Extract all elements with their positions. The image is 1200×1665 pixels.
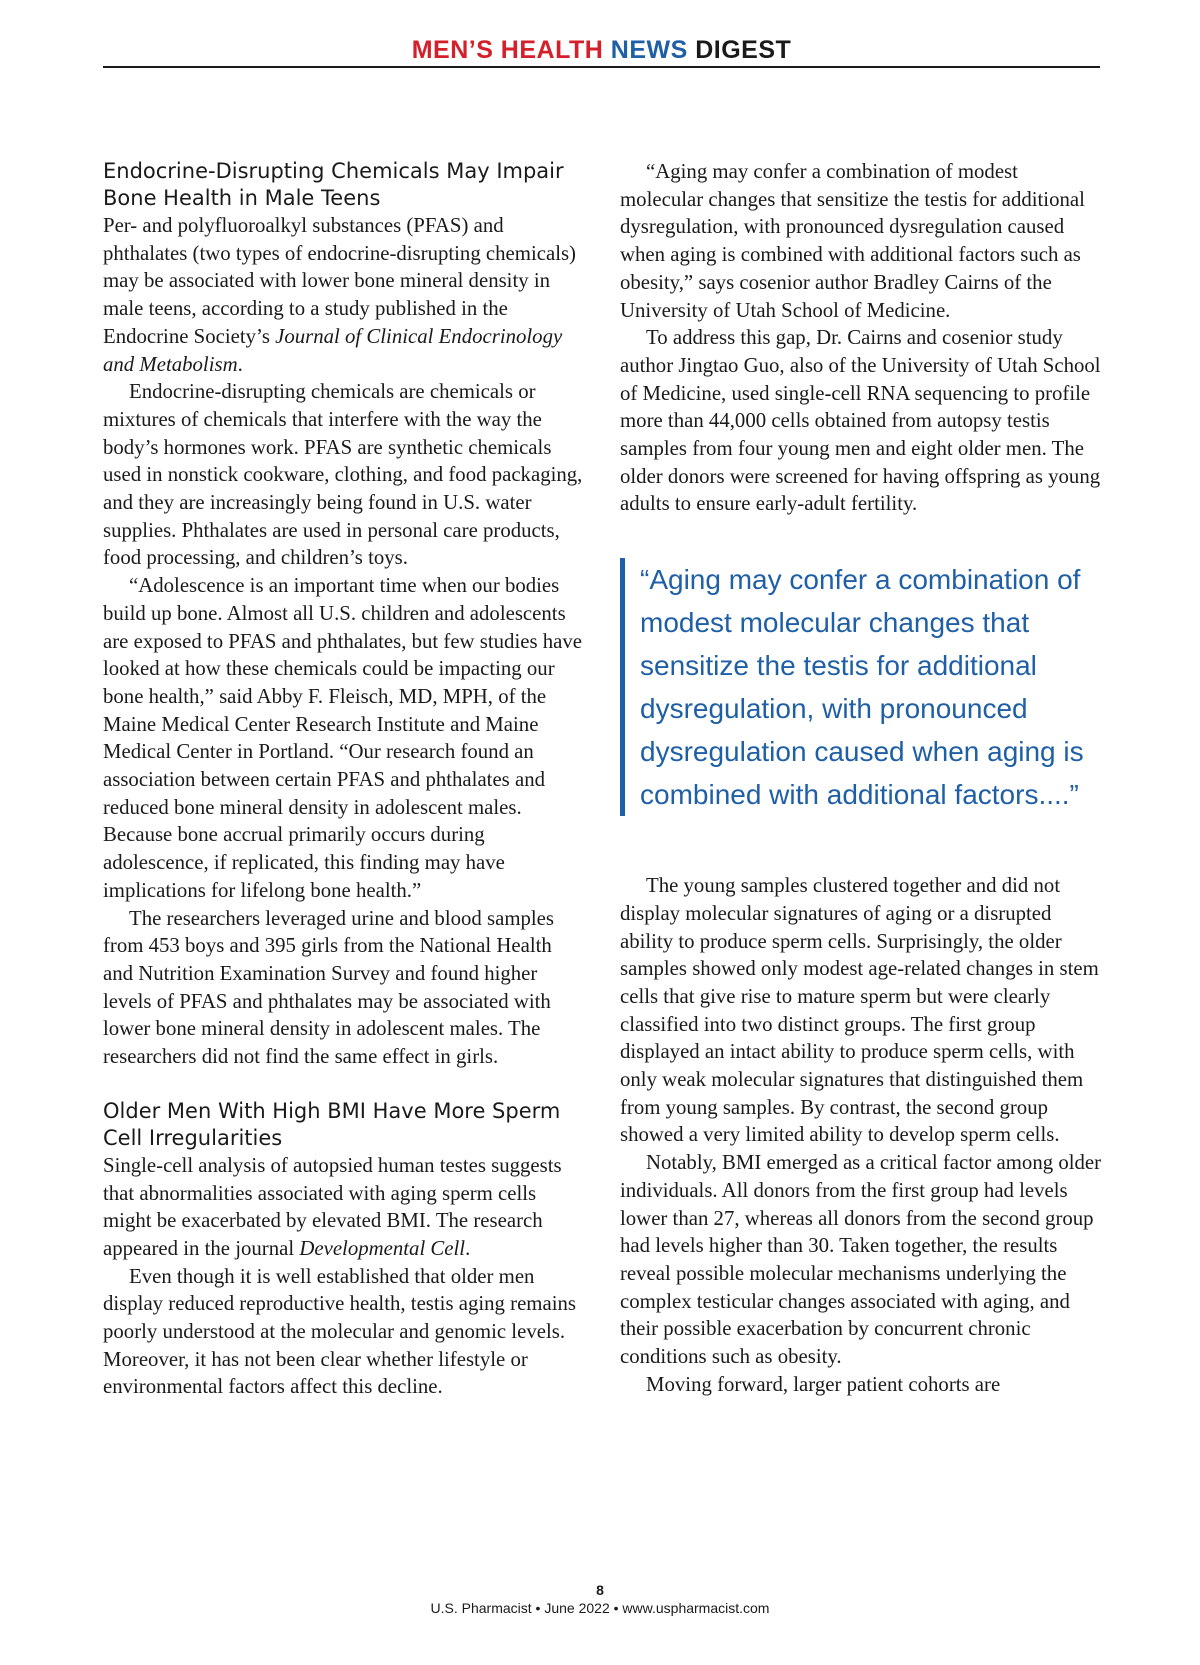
masthead <box>103 36 1100 68</box>
article1-p1-end: . <box>237 352 243 376</box>
article1-paragraph-2: Endocrine-disrupting chemicals are chemicals or mixtures of chemicals that interfere with the way the body’s hormones work. PFAS are synthetic chemicals used in nonstick cookware, clothing, and food packaging, and they are increasingly being found in U.S. water supplies. Phthalates are used in personal care products, food processing, and children’s toys. <box>103 380 583 570</box>
masthead-mens-health: MEN’S HEALTH <box>411 36 611 64</box>
article-title-bmi: Older Men With High BMI Have More Sperm Cell Irregularities <box>103 1098 561 1150</box>
article2-paragraph-5: The young samples clustered together and did not display molecular signatures of aging or a disrupted ability to produce sperm cells. Surprisingly, the older samples showed only modest age-related changes in stem cells that give rise to mature sperm but were clearly classified into two distinct groups. The first group displayed an intact ability to produce sperm cells, with only weak molecular signatures that distinguished them from young samples. By contrast, the second group showed a very limited ability to develop sperm cells. <box>620 874 1099 1147</box>
right-column <box>620 158 1102 1399</box>
article1-paragraph-1 <box>103 212 583 378</box>
left-column <box>103 158 583 1401</box>
article2-journal-name: Developmental Cell <box>299 1236 466 1260</box>
article-title-endocrine: Endocrine-Disrupting Chemicals May Impair Bone Health in Male Teens <box>103 159 564 210</box>
article2-paragraph-3: “Aging may confer a combination of modest molecular changes that sensitize the testis for additional dysregulation, with pronounced dysregulation caused when aging is combined with additional factors such as obesity,” says cosenior author Bradley Cairns of the University of Utah School of Medicine. <box>620 160 1085 322</box>
footer-publication-line: U.S. Pharmacist • June 2022 • www.uspharmacist.com <box>430 1600 770 1616</box>
article2-paragraph-2: Even though it is well established that older men display reduced reproductive health, testis aging remains poorly understood at the molecular and genomic levels. Moreover, it has not been clear whether lifestyle or environmental factors affect this decline. <box>103 1264 576 1399</box>
page-number: 8 <box>596 1582 604 1598</box>
masthead-digest: DIGEST <box>695 36 792 64</box>
article2-paragraph-4: To address this gap, Dr. Cairns and cosenior study author Jingtao Guo, also of the University of Utah School of Medicine, used single-cell RNA sequencing to profile more than 44,000 cells obtained from autopsy testis samples from four young men and eight older men. The older donors were screened for having offspring as young adults to ensure early-adult fertility. <box>620 326 1101 516</box>
article1-paragraph-3: “Adolescence is an important time when our bodies build up bone. Almost all U.S. children and adolescents are exposed to PFAS and phthalates, but few studies have looked at how these chemicals could be impacting our bone health,” said Abby F. Fleisch, MD, MPH, of the Maine Medical Center Research Institute and Maine Medical Center in Portland. “Our research found an association between certain PFAS and phthalates and reduced bone mineral density in adolescent males. Because bone accrual primarily occurs during adolescence, if replicated, this finding may have implications for lifelong bone health.” <box>103 574 582 902</box>
article1-journal-name: Journal of Clinical Endocrinology and Metabolism <box>103 324 563 376</box>
pull-quote: “Aging may confer a combination of modest molecular changes that sensitize the testis for additional dysregulation, with pronounced dysregulation caused when aging is combined with additional factors....” <box>620 558 1102 816</box>
article1-paragraph-4: The researchers leveraged urine and blood samples from 453 boys and 395 girls from the National Health and Nutrition Examination Survey and found higher levels of PFAS and phthalates may be associated with lower bone mineral density in adolescent males. The researchers did not find the same effect in girls. <box>103 906 554 1069</box>
article2-paragraph-7: Moving forward, larger patient cohorts are <box>646 1372 1001 1396</box>
article1-p1-text: Per- and polyfluoroalkyl substances (PFAS) and phthalates (two types of endocrine-disrupting chemicals) may be associated with lower bone mineral density in male teens, according to a study published in the Endocrine Society’s <box>103 214 576 348</box>
article2-paragraph-1 <box>103 1152 583 1263</box>
masthead-news: NEWS <box>610 36 696 64</box>
article2-p1-end: . <box>465 1236 471 1260</box>
article2-paragraph-6: Notably, BMI emerged as a critical factor among older individuals. All donors from the first group had levels lower than 27, whereas all donors from the second group had levels higher than 30. Taken together, the results reveal possible molecular mechanisms underlying the complex testicular changes associated with aging, and their possible exacerbation by concurrent chronic conditions such as obesity. <box>620 1151 1102 1369</box>
article2-p1-text: Single-cell analysis of autopsied human testes suggests that abnormalities associated with aging sperm cells might be exacerbated by elevated BMI. The research appeared in the journal <box>103 1153 562 1260</box>
